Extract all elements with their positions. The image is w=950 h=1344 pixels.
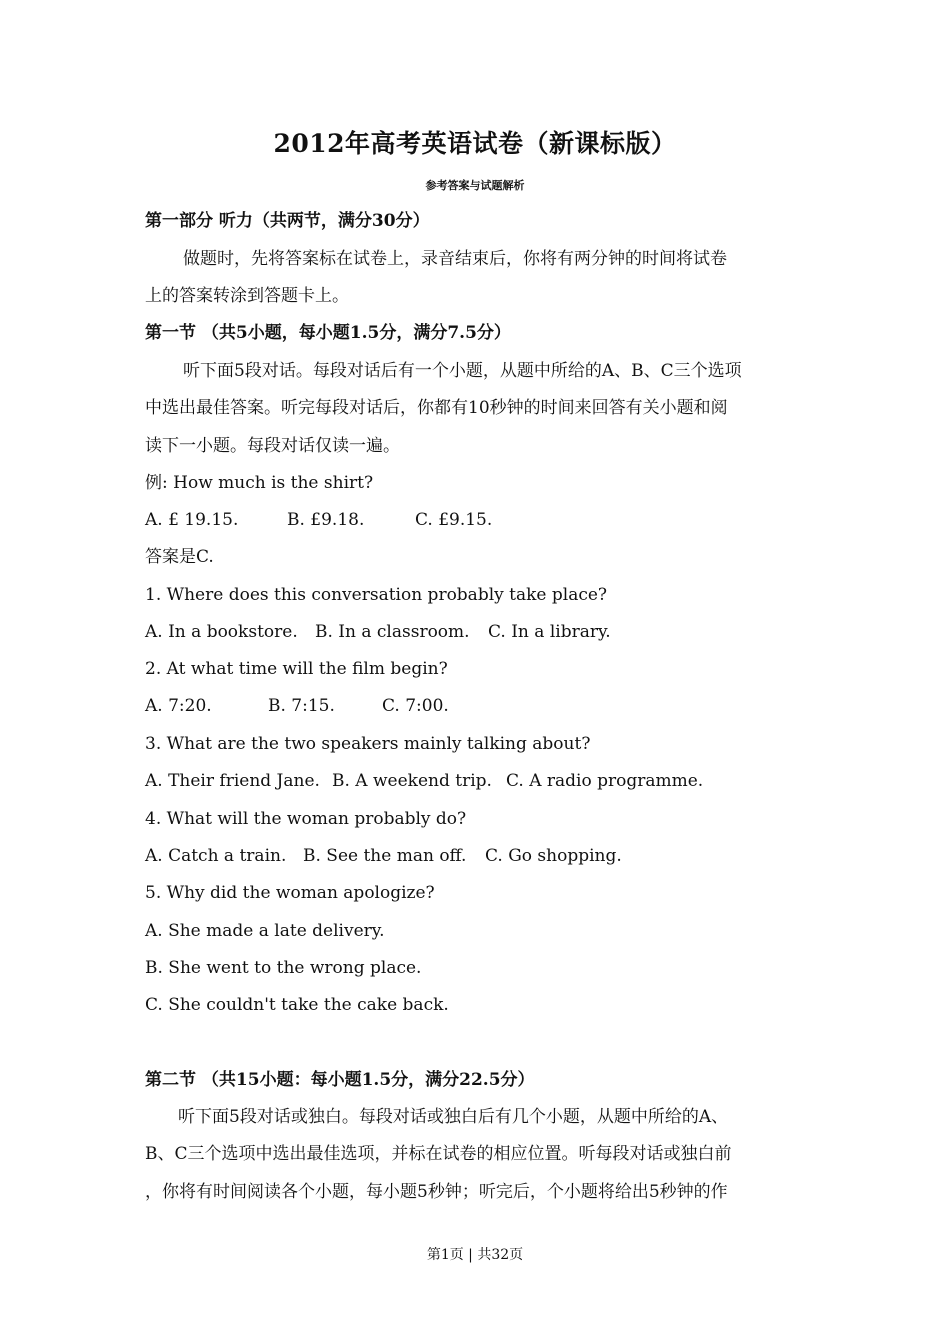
q5-option-c: C. She couldn't take the cake back. (145, 995, 449, 1015)
q1-option-a: A. In a bookstore. (145, 622, 298, 642)
q4-option-c: C. Go shopping. (485, 846, 622, 866)
section2-intro-line: B、C三个选项中选出最佳选项，并标在试卷的相应位置。听每段对话或独白前 (145, 1144, 732, 1164)
part1-intro-line: 做题时，先将答案标在试卷上，录音结束后，你将有两分钟的时间将试卷 (183, 249, 727, 269)
q2-option-a: A. 7:20. (145, 696, 212, 716)
q5-option-b: B. She went to the wrong place. (145, 958, 422, 978)
q1-option-c: C. In a library. (488, 622, 611, 642)
section2-intro-line: 听下面5段对话或独白。每段对话或独白后有几个小题，从题中所给的A、 (178, 1107, 729, 1127)
q3-option-c: C. A radio programme. (506, 771, 704, 791)
example-option-a: A. £ 19.15. (145, 510, 239, 530)
section1-heading: 第一节 （共5小题，每小题1.5分，满分7.5分） (145, 323, 511, 343)
part1-intro-line: 上的答案转涂到答题卡上。 (145, 286, 349, 306)
page-footer: 第1页 | 共32页 (426, 1247, 524, 1263)
part1-heading: 第一部分 听力（共两节，满分30分） (145, 211, 430, 231)
example-answer: 答案是C. (145, 547, 214, 567)
page-subtitle: 参考答案与试题解析 (425, 179, 525, 192)
q4-option-a: A. Catch a train. (145, 846, 287, 866)
q2-option-c: C. 7:00. (382, 696, 449, 716)
q5-option-a: A. She made a late delivery. (145, 921, 385, 941)
section1-intro-line: 读下一小题。每段对话仅读一遍。 (145, 436, 400, 456)
section2-heading: 第二节 （共15小题：每小题1.5分，满分22.5分） (145, 1070, 535, 1090)
page-title: 2012年高考英语试卷（新课标版） (273, 129, 677, 158)
example-option-b: B. £9.18. (287, 510, 365, 530)
section1-intro-line: 中选出最佳答案。听完每段对话后，你都有10秒钟的时间来回答有关小题和阅 (145, 398, 728, 418)
question-1: 1. Where does this conversation probably take place? (145, 585, 608, 605)
q2-option-b: B. 7:15. (268, 696, 335, 716)
example-option-c: C. £9.15. (415, 510, 493, 530)
question-4: 4. What will the woman probably do? (145, 809, 467, 829)
q3-option-b: B. A weekend trip. (332, 771, 492, 791)
section2-intro-line: ，你将有时间阅读各个小题，每小题5秒钟；听完后，个小题将给出5秒钟的作 (145, 1182, 728, 1202)
question-5: 5. Why did the woman apologize? (145, 883, 435, 903)
q1-option-b: B. In a classroom. (315, 622, 470, 642)
section1-intro-line: 听下面5段对话。每段对话后有一个小题，从题中所给的A、B、C三个选项 (183, 361, 742, 381)
example-question: 例: How much is the shirt? (145, 473, 374, 493)
q3-option-a: A. Their friend Jane. (145, 771, 320, 791)
q4-option-b: B. See the man off. (303, 846, 467, 866)
question-2: 2. At what time will the film begin? (145, 659, 448, 679)
question-3: 3. What are the two speakers mainly talking about? (145, 734, 591, 754)
